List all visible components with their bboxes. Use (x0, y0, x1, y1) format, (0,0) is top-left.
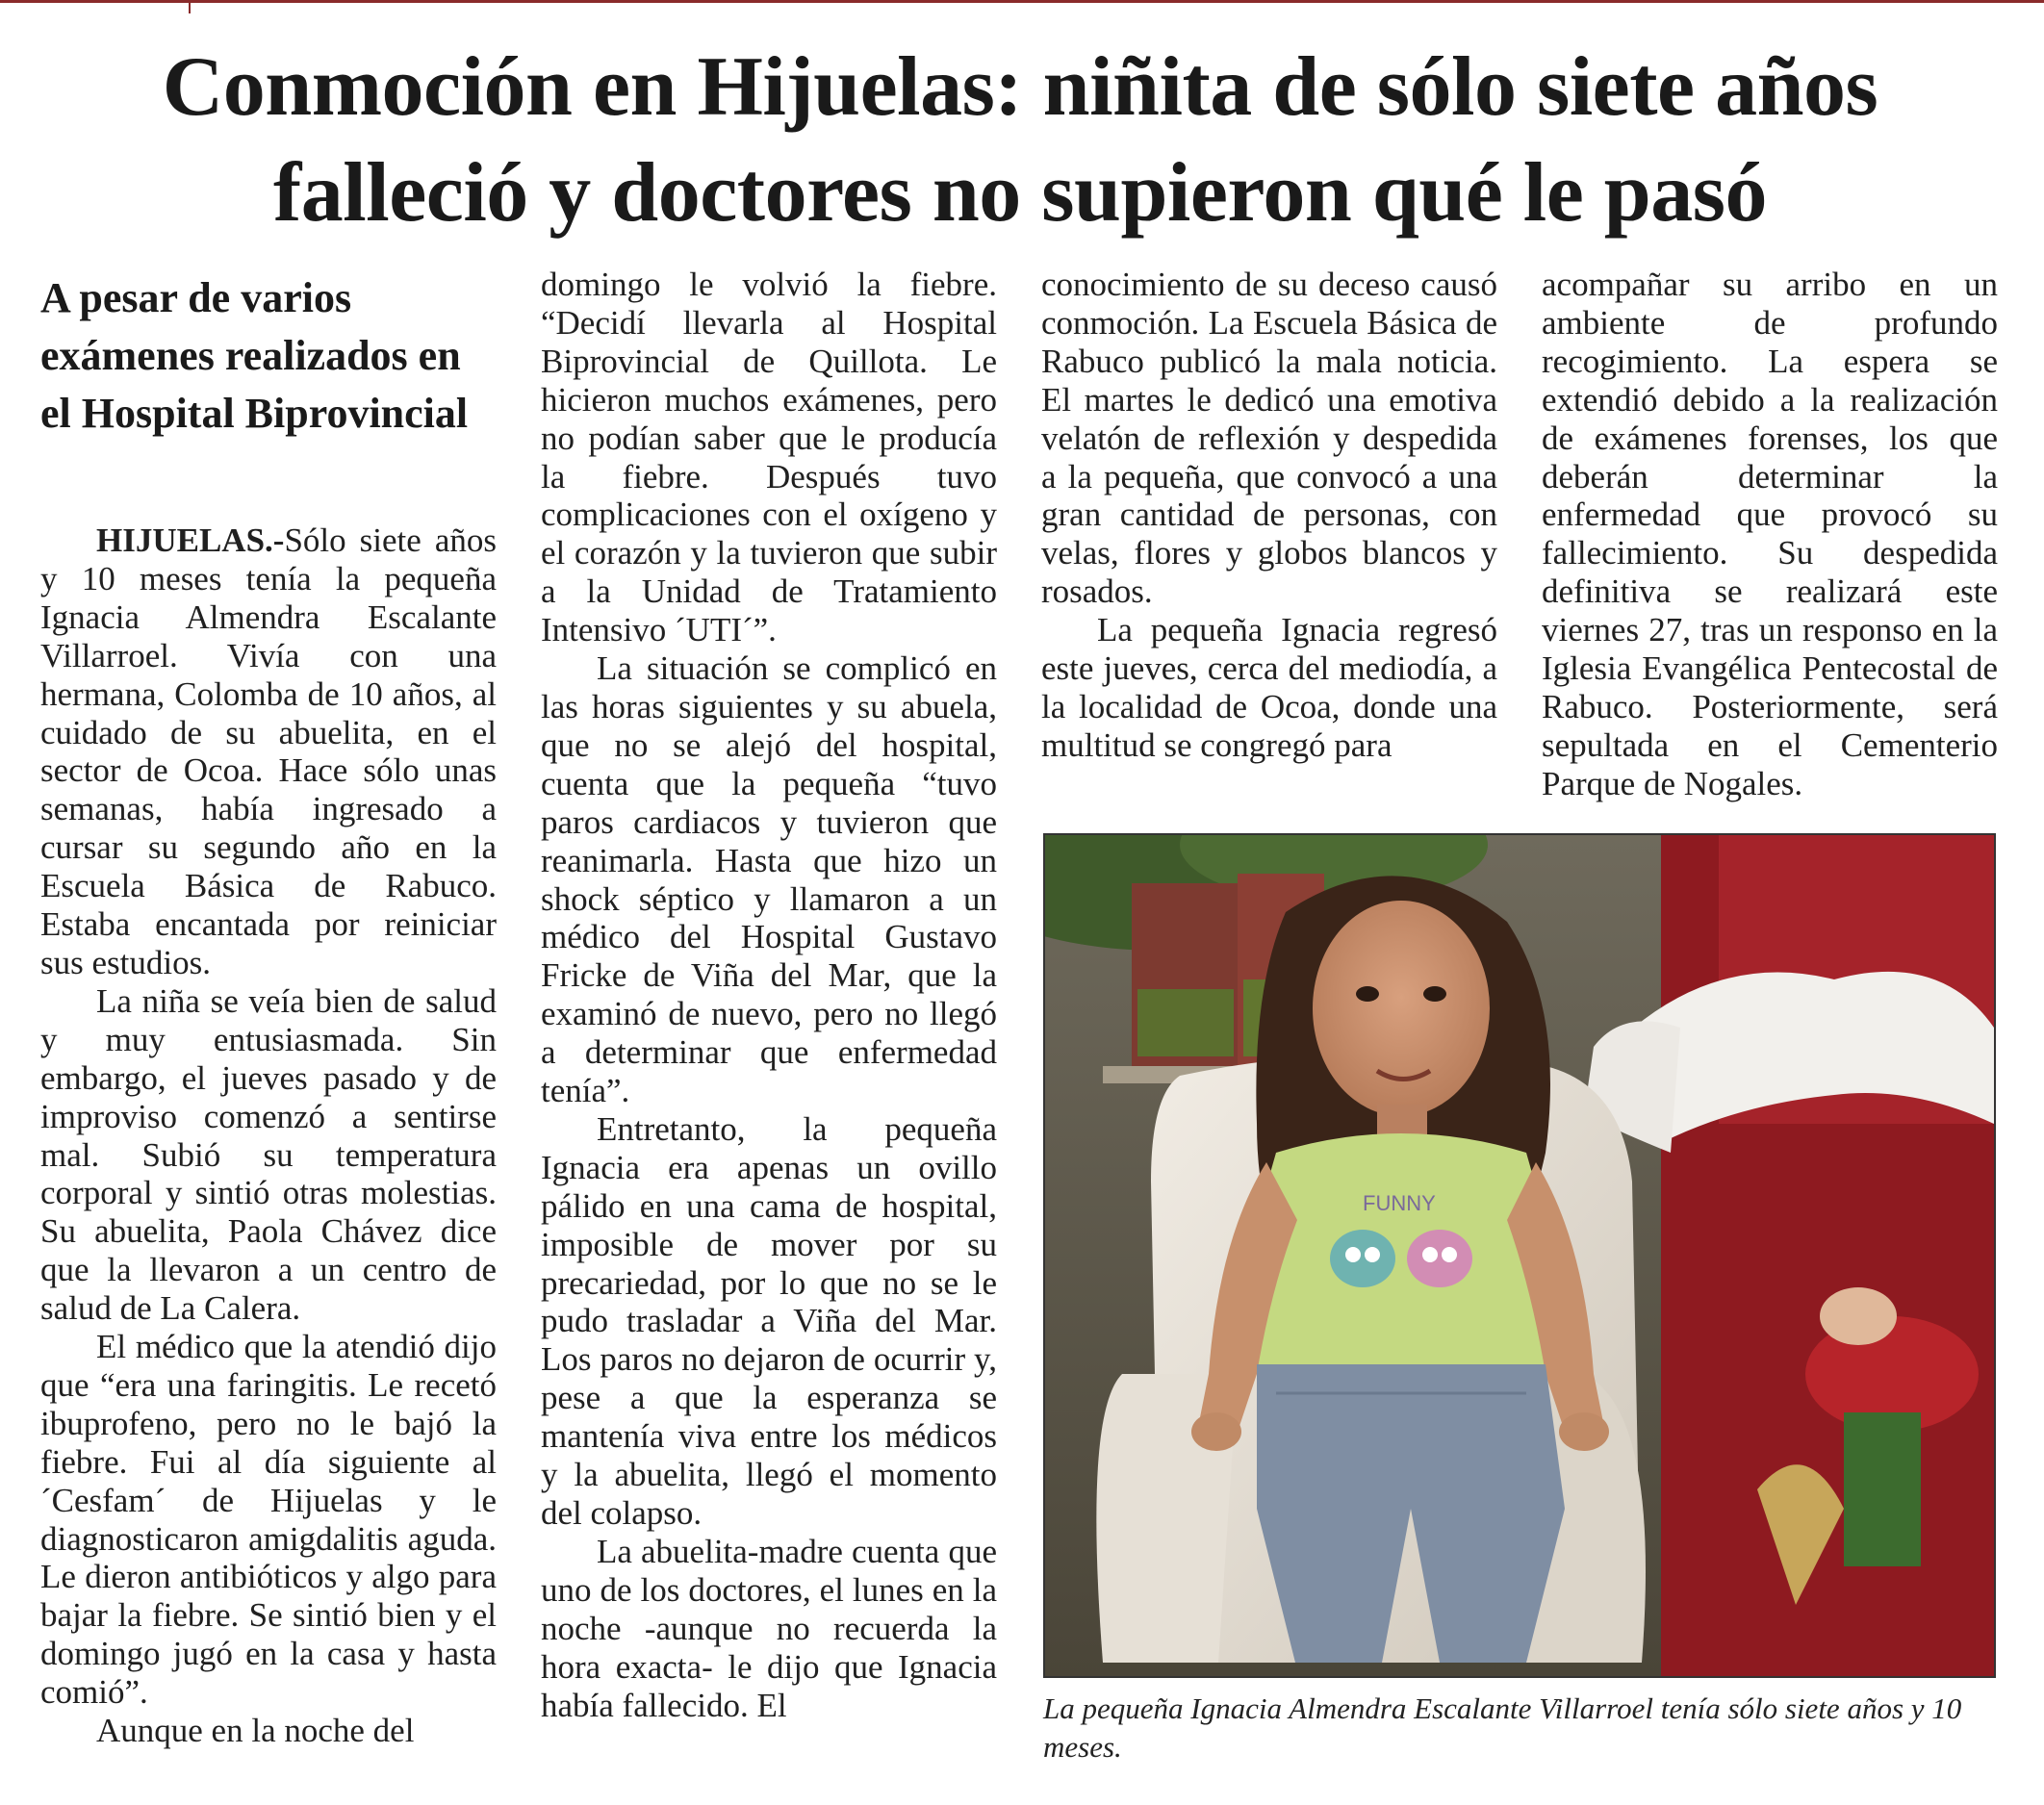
paragraph-continued: acompañar su arribo en un ambiente de profundo recogimiento. La espera se extendió debido a la realización de exámenes forenses, los que deberán determinar la enfermedad que provocó su fallecimiento. Su despedida definitiva se realizará este viernes 27, tras un responso en la Iglesia Evangélica Pentecostal de Rabuco. Posteriormente, será sepultada en el Cementerio Parque de Nogales. (1542, 266, 1998, 802)
headline: Conmoción en Hijuelas: niñita de sólo siete años falleció y doctores no supieron qué le pasó (162, 40, 1878, 240)
paragraph: Entretanto, la pequeña Ignacia era apenas un ovillo pálido en una cama de hospital, imposible de mover por su precariedad, por lo que no se le pudo trasladar a Viña del Mar. Los paros no dejaron de ocurrir y, pese a que la esperanza se mantenía viva entre los médicos y la abuelita, llegó el momento del colapso. (541, 1109, 997, 1532)
paragraph: El médico que la atendió dijo que “era una faringitis. Le recetó ibuprofeno, pero no le bajó la fiebre. Fui al día siguiente al ´Cesfam´ de Hijuelas y le diagnosticaron amigdalitis aguda. Le dieron antibióticos y algo para bajar la fiebre. Se sintió bien y el domingo jugó en la casa y hasta comió”. (40, 1328, 497, 1712)
paragraph: La situación se complicó en las horas siguientes y su abuela, que no se alejó del hospital, cuenta que la pequeña “tuvo paros cardiacos y tuvieron que reanimarla. Hasta que hizo un shock séptico y llamaron a un médico del Hospital Gustavo Fricke de Viña del Mar, que la examinó de nuevo, pero no llegó a determinar que enfermedad tenía”. (541, 649, 997, 1110)
top-rule-tick (189, 0, 191, 13)
column-1 (40, 266, 497, 1750)
paragraph: Aunque en la noche del (96, 1712, 415, 1750)
photo-illustration (1045, 835, 1994, 1676)
paragraph: La pequeña Ignacia regresó este jueves, cerca del mediodía, a la localidad de Ocoa, donde una multitud se congregó para (1041, 611, 1497, 764)
column-2 (541, 266, 997, 1724)
paragraph-intro (40, 521, 497, 982)
subhead-spacer (40, 443, 497, 521)
subheadline: A pesar de varios exámenes realizados en el Hospital Biprovincial (40, 274, 469, 437)
shirt-print-text: FUNNY (1363, 1191, 1436, 1215)
paragraph: La niña se veía bien de salud y muy entusiasmada. Sin embargo, el jueves pasado y de improviso comenzó a sentirse mal. Subió su temperatura corporal y sintió otras molestias. Su abuelita, Paola Chávez dice que la llevaron a un centro de salud de La Calera. (40, 981, 497, 1328)
column-3 (1041, 266, 1497, 765)
photo-caption: La pequeña Ignacia Almendra Escalante Villarroel tenía sólo siete años y 10 meses. (1043, 1691, 1962, 1764)
paragraph-continued: domingo le volvió la fiebre. “Decidí llevarla al Hospital Biprovincial de Quillota. Le hicieron muchos exámenes, pero no podían saber que le producía la fiebre. Después tuvo complicaciones con el oxígeno y el corazón y la tuvieron que subir a la Unidad de Tratamiento Intensivo ´UTI´”. (541, 266, 997, 649)
paragraph: La abuelita-madre cuenta que uno de los doctores, el lunes en la noche -aunque no recuerda la hora exacta- le dijo que Ignacia había fallecido. El (541, 1532, 997, 1724)
column-4 (1542, 266, 1998, 803)
paragraph-intro-text: Sólo siete años y 10 meses tenía la pequeña Ignacia Almendra Escalante Villarroel. Vivía con una hermana, Colomba de 10 años, al cuidado de su abuelita, en el sector de Ocoa. Hace sólo unas semanas, había ingresado a cursar su segundo año en la Escuela Básica de Rabuco. Estaba encantada por reiniciar sus estudios. (40, 521, 497, 981)
paragraph-continued: conocimiento de su deceso causó conmoción. La Escuela Básica de Rabuco publicó la mala noticia. El martes le dedicó una emotiva velatón de reflexión y despedida a la pequeña, que convocó a una gran cantidad de personas, con velas, flores y globos blancos y rosados. (1041, 266, 1497, 611)
dateline: HIJUELAS.- (96, 521, 285, 559)
top-rule (0, 0, 2044, 6)
news-photo (1043, 833, 1996, 1678)
